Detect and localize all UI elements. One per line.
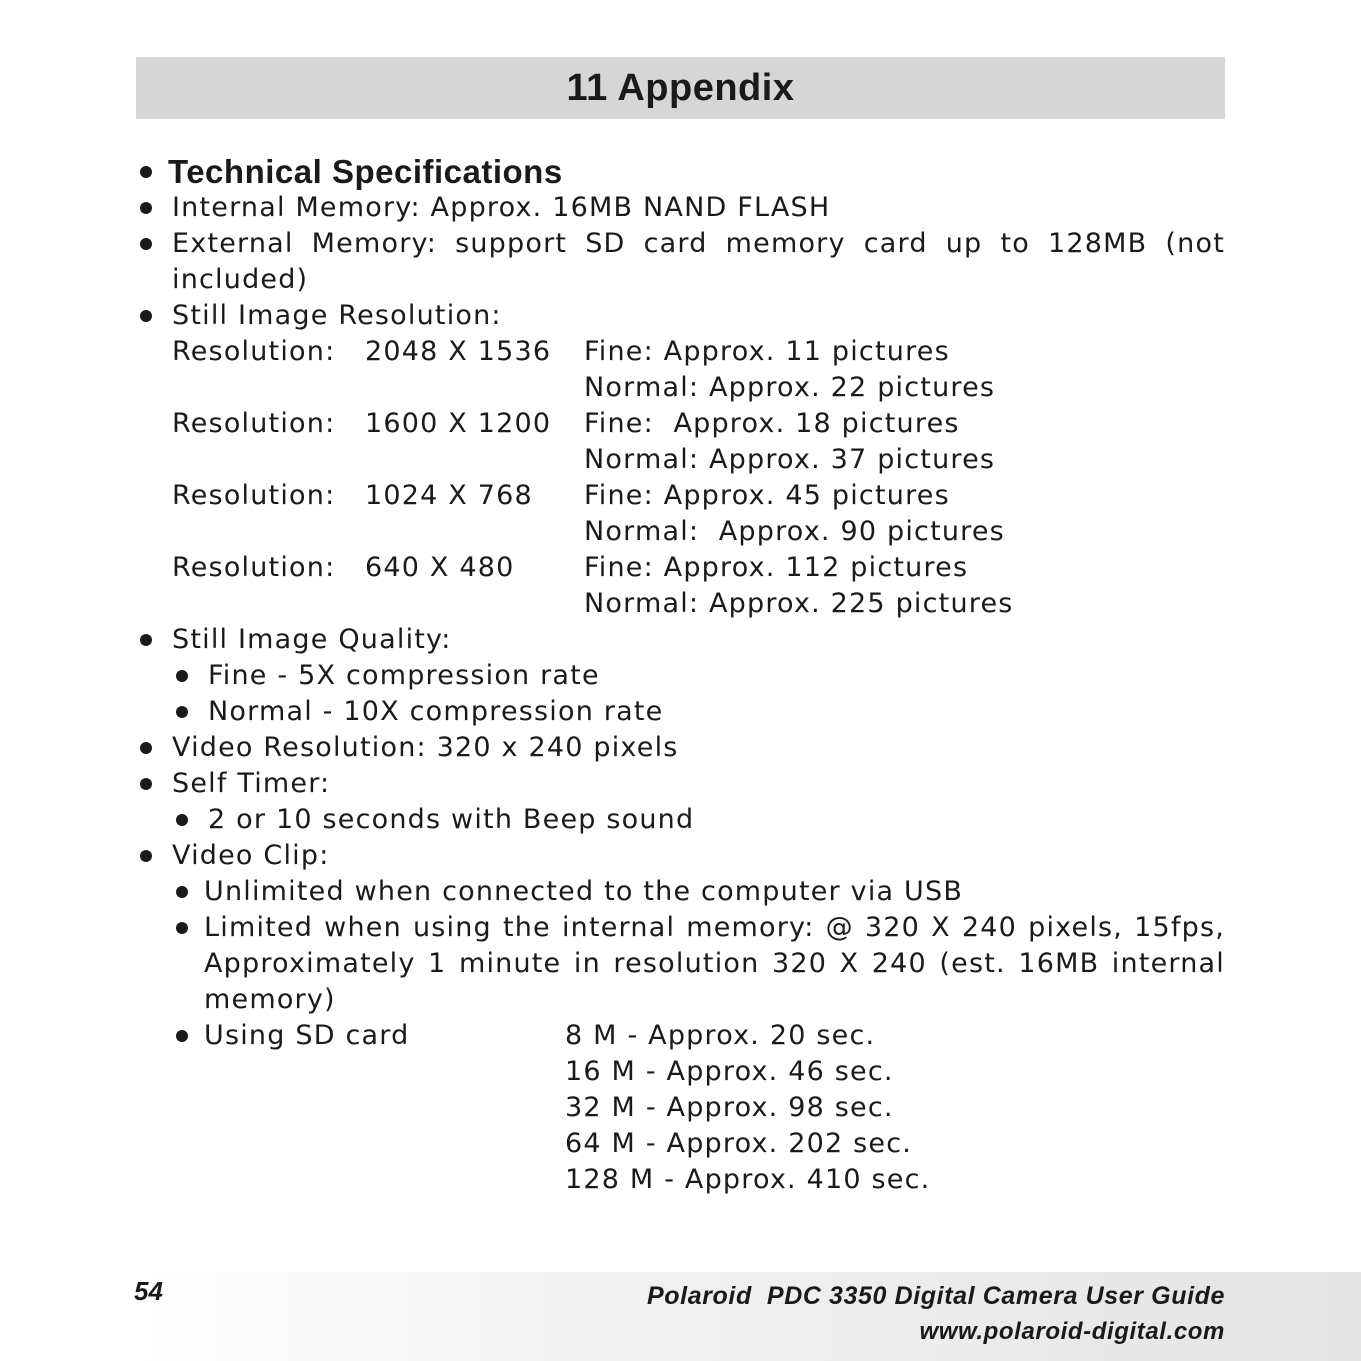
res-fine: Fine: Approx. 112 pictures <box>584 552 969 583</box>
bullet-icon <box>140 742 152 754</box>
video-resolution: Video Resolution: 320 x 240 pixels <box>172 732 679 763</box>
res-label: Resolution: <box>172 480 336 511</box>
bullet-icon <box>176 814 188 826</box>
bullet-icon <box>140 850 152 862</box>
list-item <box>136 766 1225 802</box>
res-label: Resolution: <box>172 408 336 439</box>
sd-time: 16 M - Approx. 46 sec. <box>565 1056 894 1087</box>
list-item <box>136 730 1225 766</box>
res-normal: Normal: Approx. 90 pictures <box>584 516 1005 547</box>
bullet-icon <box>140 634 152 646</box>
table-row <box>136 586 1225 622</box>
bullet-icon <box>176 670 188 682</box>
res-value: 1024 X 768 <box>365 480 533 511</box>
res-label: Resolution: <box>172 552 336 583</box>
table-row <box>136 1054 1225 1090</box>
bullet-icon <box>140 238 152 250</box>
bullet-icon <box>176 706 188 718</box>
page-number: 54 <box>134 1276 163 1306</box>
bullet-icon <box>140 778 152 790</box>
bullet-icon <box>176 886 188 898</box>
table-row <box>136 406 1225 442</box>
bullet-icon <box>140 310 152 322</box>
sd-time: 64 M - Approx. 202 sec. <box>565 1128 913 1159</box>
section-heading: Technical Specifications <box>168 153 563 190</box>
res-value: 1600 X 1200 <box>365 408 552 439</box>
table-row <box>136 478 1225 514</box>
list-item <box>136 298 1225 334</box>
res-fine: Fine: Approx. 18 pictures <box>584 408 960 439</box>
table-row <box>136 550 1225 586</box>
table-row <box>136 334 1225 370</box>
external-memory: External Memory: support SD card memory card up to 128MB (not included) <box>172 228 1225 295</box>
list-item <box>136 622 1225 658</box>
res-value: 2048 X 1536 <box>365 336 552 367</box>
sd-card-label: Using SD card <box>204 1020 410 1051</box>
list-item <box>136 226 1225 298</box>
still-quality-label: Still Image Quality: <box>172 624 452 655</box>
video-clip-label: Video Clip: <box>172 840 330 871</box>
title-bar <box>136 57 1225 119</box>
bullet-icon <box>140 202 152 214</box>
sd-time: 32 M - Approx. 98 sec. <box>565 1092 894 1123</box>
list-item <box>136 838 1225 874</box>
video-unlimited: Unlimited when connected to the computer via USB <box>204 876 964 907</box>
bullet-icon <box>176 922 188 934</box>
res-normal: Normal: Approx. 37 pictures <box>584 444 996 475</box>
res-fine: Fine: Approx. 11 pictures <box>584 336 950 367</box>
video-limited: Limited when using the internal memory: @ 320 X 240 pixels, 15fps, Approximately 1 minute in resolution 320 X 240 (est. 16MB internal memory) <box>204 912 1225 1015</box>
footer-guide-title: Polaroid PDC 3350 Digital Camera User Guide <box>647 1282 1225 1310</box>
sd-time: 128 M - Approx. 410 sec. <box>565 1164 931 1195</box>
res-normal: Normal: Approx. 225 pictures <box>584 588 1014 619</box>
list-item <box>136 694 1225 730</box>
table-row <box>136 1162 1225 1198</box>
bullet-icon <box>140 166 152 178</box>
sd-time: 8 M - Approx. 20 sec. <box>565 1020 876 1051</box>
self-timer-value: 2 or 10 seconds with Beep sound <box>208 804 695 835</box>
still-res-label: Still Image Resolution: <box>172 300 502 331</box>
table-row <box>136 370 1225 406</box>
list-item <box>136 802 1225 838</box>
spec-list <box>136 150 1225 1198</box>
res-normal: Normal: Approx. 22 pictures <box>584 372 996 403</box>
res-label: Resolution: <box>172 336 336 367</box>
list-item <box>136 150 1225 190</box>
list-item <box>136 910 1225 1018</box>
table-row <box>136 442 1225 478</box>
bullet-icon <box>176 1030 188 1042</box>
page-title: 11 Appendix <box>566 66 795 109</box>
res-fine: Fine: Approx. 45 pictures <box>584 480 950 511</box>
list-item <box>136 874 1225 910</box>
footer-url: www.polaroid-digital.com <box>919 1318 1225 1345</box>
table-row <box>136 514 1225 550</box>
table-row <box>136 1090 1225 1126</box>
list-item <box>136 658 1225 694</box>
res-value: 640 X 480 <box>365 552 515 583</box>
table-row <box>136 1126 1225 1162</box>
self-timer-label: Self Timer: <box>172 768 331 799</box>
list-item <box>136 190 1225 226</box>
internal-memory: Internal Memory: Approx. 16MB NAND FLASH <box>172 192 831 223</box>
quality-fine: Fine - 5X compression rate <box>208 660 600 691</box>
list-item <box>136 1018 1225 1054</box>
quality-normal: Normal - 10X compression rate <box>208 696 664 727</box>
